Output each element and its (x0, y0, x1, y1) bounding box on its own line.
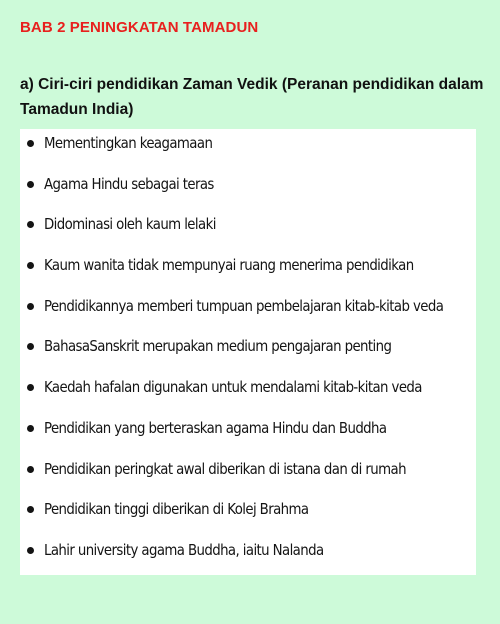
bullet-icon (27, 343, 34, 350)
list-item-text: Pendidikannya memberi tumpuan pembelajaran kitab-kitab veda (44, 296, 444, 315)
list-item-text: Pendidikan tinggi diberikan di Kolej Brahma (44, 500, 309, 519)
bullet-icon (27, 506, 34, 513)
list-item (20, 251, 476, 292)
bullet-icon (27, 303, 34, 310)
list-item-text: Mementingkan keagamaan (44, 134, 213, 152)
list-item (20, 210, 476, 251)
list-item-text: BahasaSanskrit merupakan medium pengajaran penting (44, 337, 392, 356)
list-item-text: Agama Hindu sebagai teras (44, 174, 214, 193)
list-item (20, 536, 476, 577)
list-item-text: Didominasi oleh kaum lelaki (44, 215, 216, 234)
list-item-text: Pendidikan yang berteraskan agama Hindu dan Buddha (44, 418, 387, 437)
list-item-text: Kaedah hafalan digunakan untuk mendalami kitab-kitan veda (44, 378, 422, 397)
list-panel (20, 129, 476, 575)
chapter-title: BAB 2 PENINGKATAN TAMADUN (20, 19, 259, 36)
list-item (20, 292, 476, 333)
bullet-icon (27, 384, 34, 391)
bullet-list (20, 129, 476, 577)
list-item (20, 129, 476, 170)
bullet-icon (27, 425, 34, 432)
bullet-icon (27, 221, 34, 228)
bullet-icon (27, 140, 34, 147)
list-item (20, 332, 476, 373)
list-item-text: Kaum wanita tidak mempunyai ruang menerima pendidikan (44, 256, 414, 275)
list-item-text: Pendidikan peringkat awal diberikan di istana dan di rumah (44, 459, 406, 478)
bullet-icon (27, 547, 34, 554)
list-item (20, 455, 476, 496)
section-heading: a) Ciri-ciri pendidikan Zaman Vedik (Peranan pendidikan dalam Tamadun India) (20, 76, 484, 118)
list-item (20, 373, 476, 414)
bullet-icon (27, 262, 34, 269)
list-item-text: Lahir university agama Buddha, iaitu Nalanda (44, 540, 324, 559)
bullet-icon (27, 181, 34, 188)
bullet-icon (27, 466, 34, 473)
list-item (20, 495, 476, 536)
list-item (20, 170, 476, 211)
list-item (20, 414, 476, 455)
